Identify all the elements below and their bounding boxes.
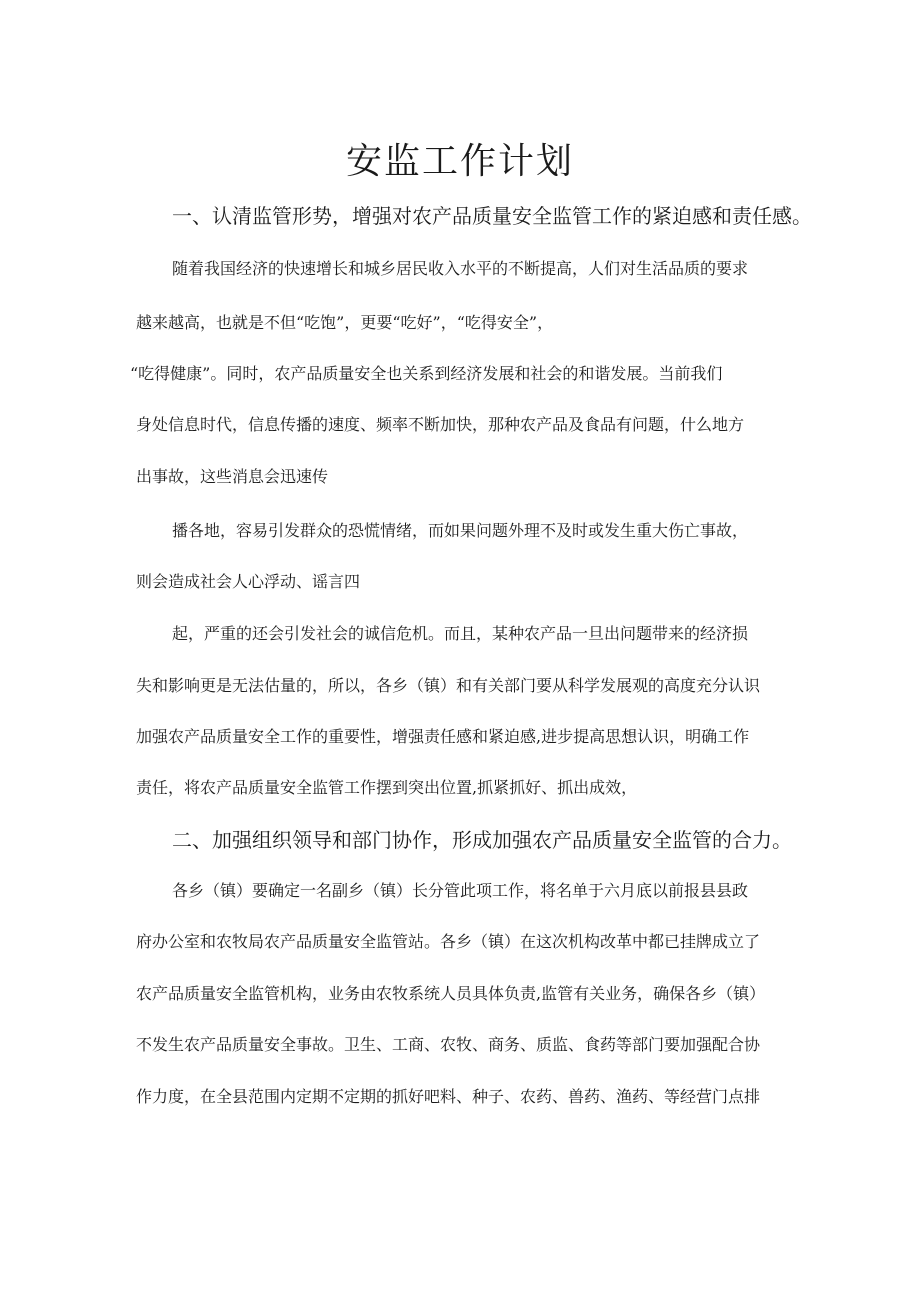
section-heading-1: 一、认清监管形势，增强对农产品质量安全监管工作的紧迫感和责任感。 <box>172 204 812 228</box>
paragraph-line: 越来越高，也就是不但“吃饱”，更要“吃好”，“吃得安全”， <box>136 313 554 332</box>
paragraph-line: 播各地，容易引发群众的恐慌情绪，而如果问题外理不及时或发生重大伤亡事故， <box>172 521 749 540</box>
paragraph-line: 府办公室和农牧局农产品质量安全监管站。各乡（镇）在这次机构改革中都已挂牌成立了 <box>136 932 761 951</box>
paragraph-line: 责任，将农产品质量安全监管工作摆到突出位置,抓紧抓好、抓出成效， <box>136 778 638 797</box>
paragraph-line: 作力度，在全县范围内定期不定期的抓好吧料、种子、农药、兽药、渔药、等经营门点排 <box>136 1087 761 1106</box>
section-heading-2: 二、加强组织领导和部门协作，形成加强农产品质量安全监管的合力。 <box>172 828 792 852</box>
paragraph-line: 失和影响更是无法估量的，所以，各乡（镇）和有关部门要从科学发展观的高度充分认识 <box>136 676 761 695</box>
document-title: 安监工作计划 <box>345 141 574 182</box>
paragraph-line: 则会造成社会人心浮动、谣言四 <box>136 572 361 591</box>
paragraph-line: 随着我国经济的快速增长和城乡居民收入水平的不断提高，人们对生活品质的要求 <box>172 259 749 278</box>
paragraph-line: 农产品质量安全监管机构，业务由农牧系统人员具体负责,监管有关业务，确保各乡（镇） <box>136 984 766 1003</box>
paragraph-line: 不发生农产品质量安全事故。卫生、工商、农牧、商务、质监、食药等部门要加强配合协 <box>136 1035 761 1054</box>
paragraph-line: 出事故，这些消息会迅速传 <box>136 467 329 486</box>
paragraph-line: “吃得健康”。同时，农产品质量安全也关系到经济发展和社会的和谐发展。当前我们 <box>130 364 723 383</box>
paragraph-line: 各乡（镇）要确定一名副乡（镇）长分管此项工作，将名单于六月底以前报县县政 <box>172 881 749 900</box>
paragraph-line: 身处信息时代，信息传播的速度、频率不断加快，那种农产品及食品有问题，什么地方 <box>136 415 745 434</box>
paragraph-line: 加强农产品质量安全工作的重要性，增强责任感和紧迫感,进步提高思想认识，明确工作 <box>136 727 750 746</box>
paragraph-line: 起，严重的还会引发社会的诚信危机。而且，某种农产品一旦出问题带来的经济损 <box>172 624 749 643</box>
